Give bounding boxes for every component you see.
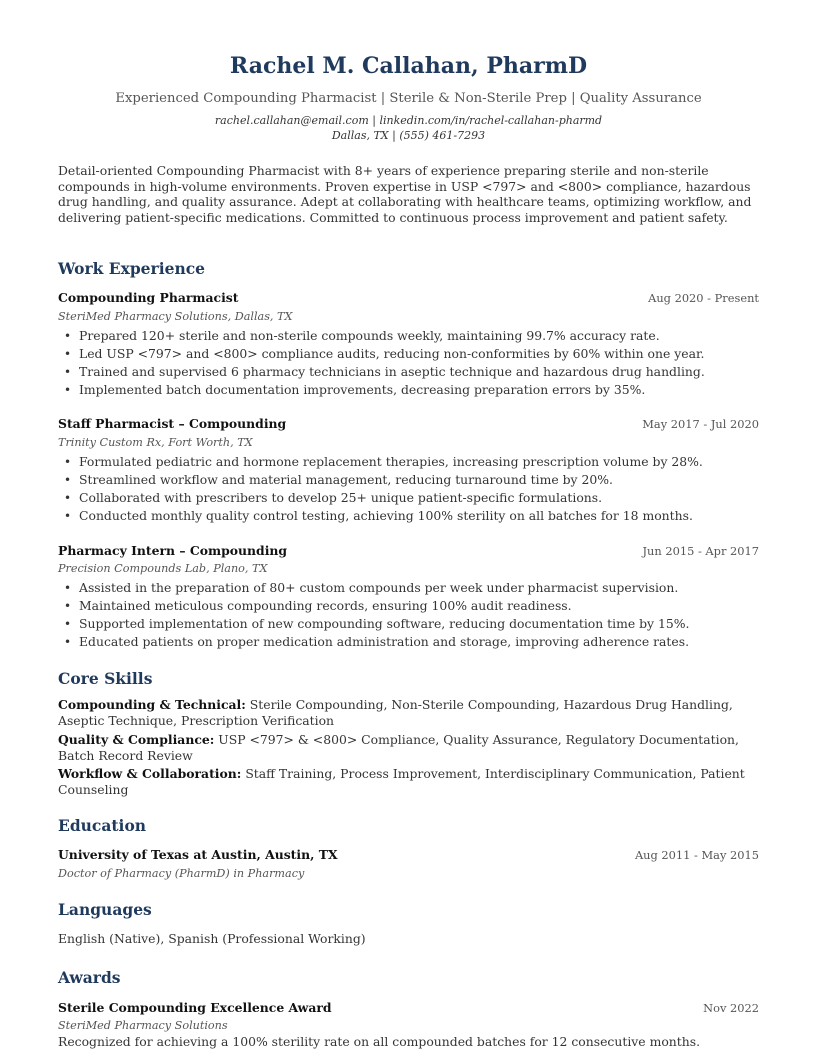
bullet-dot-icon: • xyxy=(64,635,72,649)
job-bullet: Trained and supervised 6 pharmacy technicians in aseptic technique and hazardous drug handling. xyxy=(79,364,705,379)
job-bullet: Maintained meticulous compounding records, ensuring 100% audit readiness. xyxy=(79,598,572,613)
skill-group-items: Staff Training, Process Improvement, Interdisciplinary Communication, Patient Counseling xyxy=(58,766,745,797)
skill-group-label: Quality & Compliance: xyxy=(58,732,215,747)
bullet-dot-icon: • xyxy=(64,329,72,343)
bullet-dot-icon: • xyxy=(64,383,72,397)
job-bullet: Prepared 120+ sterile and non-sterile compounds weekly, maintaining 99.7% accuracy rate. xyxy=(79,328,660,343)
award-description: Recognized for achieving a 100% sterility rate on all compounded batches for 12 consecutive months. xyxy=(58,1034,701,1049)
job-organization: Trinity Custom Rx, Fort Worth, TX xyxy=(58,436,253,449)
job-dates: May 2017 - Jul 2020 xyxy=(642,417,759,431)
job-bullet: Educated patients on proper medication administration and storage, improving adherence rates. xyxy=(79,634,690,649)
job-title: Staff Pharmacist – Compounding xyxy=(58,416,287,431)
skill-group-items: USP <797> & <800> Compliance, Quality Assurance, Regulatory Documentation, Batch Record Review xyxy=(58,732,739,763)
tagline: Experienced Compounding Pharmacist | Sterile & Non-Sterile Prep | Quality Assurance xyxy=(115,91,702,106)
bullet-dot-icon: • xyxy=(64,599,72,613)
professional-summary: Detail-oriented Compounding Pharmacist with 8+ years of experience preparing sterile and non-sterile compounds in high-volume environments. Proven expertise in USP <797> and <800> compliance, hazardous drug handling, and quality assurance. Adept at collaborating with healthcare teams, optimizing workflow, and delivering patient-specific medications. Committed to continuous process improvement and patient safety. xyxy=(58,163,752,225)
bullet-dot-icon: • xyxy=(64,365,72,379)
skill-group-label: Compounding & Technical: xyxy=(58,697,246,712)
education-dates: Aug 2011 - May 2015 xyxy=(634,848,759,862)
job-organization: Precision Compounds Lab, Plano, TX xyxy=(58,562,268,575)
bullet-dot-icon: • xyxy=(64,581,72,595)
skill-group xyxy=(58,766,759,797)
bullet-dot-icon: • xyxy=(64,347,72,361)
education-degree: Doctor of Pharmacy (PharmD) in Pharmacy xyxy=(58,867,305,880)
skill-group-label: Workflow & Collaboration: xyxy=(58,766,242,781)
bullet-dot-icon: • xyxy=(64,455,72,469)
bullet-dot-icon: • xyxy=(64,491,72,505)
job-dates: Jun 2015 - Apr 2017 xyxy=(642,544,759,558)
job-dates: Aug 2020 - Present xyxy=(648,291,759,305)
job-bullet: Led USP <797> and <800> compliance audits, reducing non-conformities by 60% within one year. xyxy=(79,346,705,361)
award-date: Nov 2022 xyxy=(703,1001,759,1015)
job-organization: SteriMed Pharmacy Solutions, Dallas, TX xyxy=(58,310,293,323)
job-bullet: Formulated pediatric and hormone replacement therapies, increasing prescription volume by 28%. xyxy=(79,454,703,469)
job-title: Compounding Pharmacist xyxy=(58,290,239,305)
bullet-dot-icon: • xyxy=(64,473,72,487)
award-title: Sterile Compounding Excellence Award xyxy=(58,1000,332,1015)
skill-group xyxy=(58,697,759,728)
section-title-experience: Work Experience xyxy=(58,259,206,278)
education-school: University of Texas at Austin, Austin, TX xyxy=(58,847,338,862)
job-bullet: Collaborated with prescribers to develop 25+ unique patient-specific formulations. xyxy=(79,490,603,505)
skill-group-items: Sterile Compounding, Non-Sterile Compounding, Hazardous Drug Handling, Aseptic Technique, Prescription Verification xyxy=(58,697,733,728)
job-bullet: Supported implementation of new compounding software, reducing documentation time by 15%. xyxy=(79,616,690,631)
languages-list: English (Native), Spanish (Professional Working) xyxy=(58,931,366,946)
candidate-name: Rachel M. Callahan, PharmD xyxy=(229,53,588,79)
award-organization: SteriMed Pharmacy Solutions xyxy=(58,1019,228,1032)
bullet-dot-icon: • xyxy=(64,617,72,631)
job-title: Pharmacy Intern – Compounding xyxy=(58,543,288,558)
section-title-education: Education xyxy=(58,816,147,835)
job-bullet: Streamlined workflow and material management, reducing turnaround time by 20%. xyxy=(79,472,613,487)
section-title-awards: Awards xyxy=(58,968,121,987)
job-bullet: Assisted in the preparation of 80+ custom compounds per week under pharmacist supervision. xyxy=(79,580,679,595)
contact-line-email-linkedin: rachel.callahan@email.com | linkedin.com/in/rachel-callahan-pharmd xyxy=(214,114,603,127)
section-title-skills: Core Skills xyxy=(58,669,153,688)
contact-line-location-phone: Dallas, TX | (555) 461-7293 xyxy=(331,129,486,142)
section-title-languages: Languages xyxy=(58,900,152,919)
skill-group xyxy=(58,732,759,763)
bullet-dot-icon: • xyxy=(64,509,72,523)
job-bullet: Conducted monthly quality control testing, achieving 100% sterility on all batches for 18 months. xyxy=(79,508,693,523)
job-bullet: Implemented batch documentation improvements, decreasing preparation errors by 35%. xyxy=(79,382,646,397)
